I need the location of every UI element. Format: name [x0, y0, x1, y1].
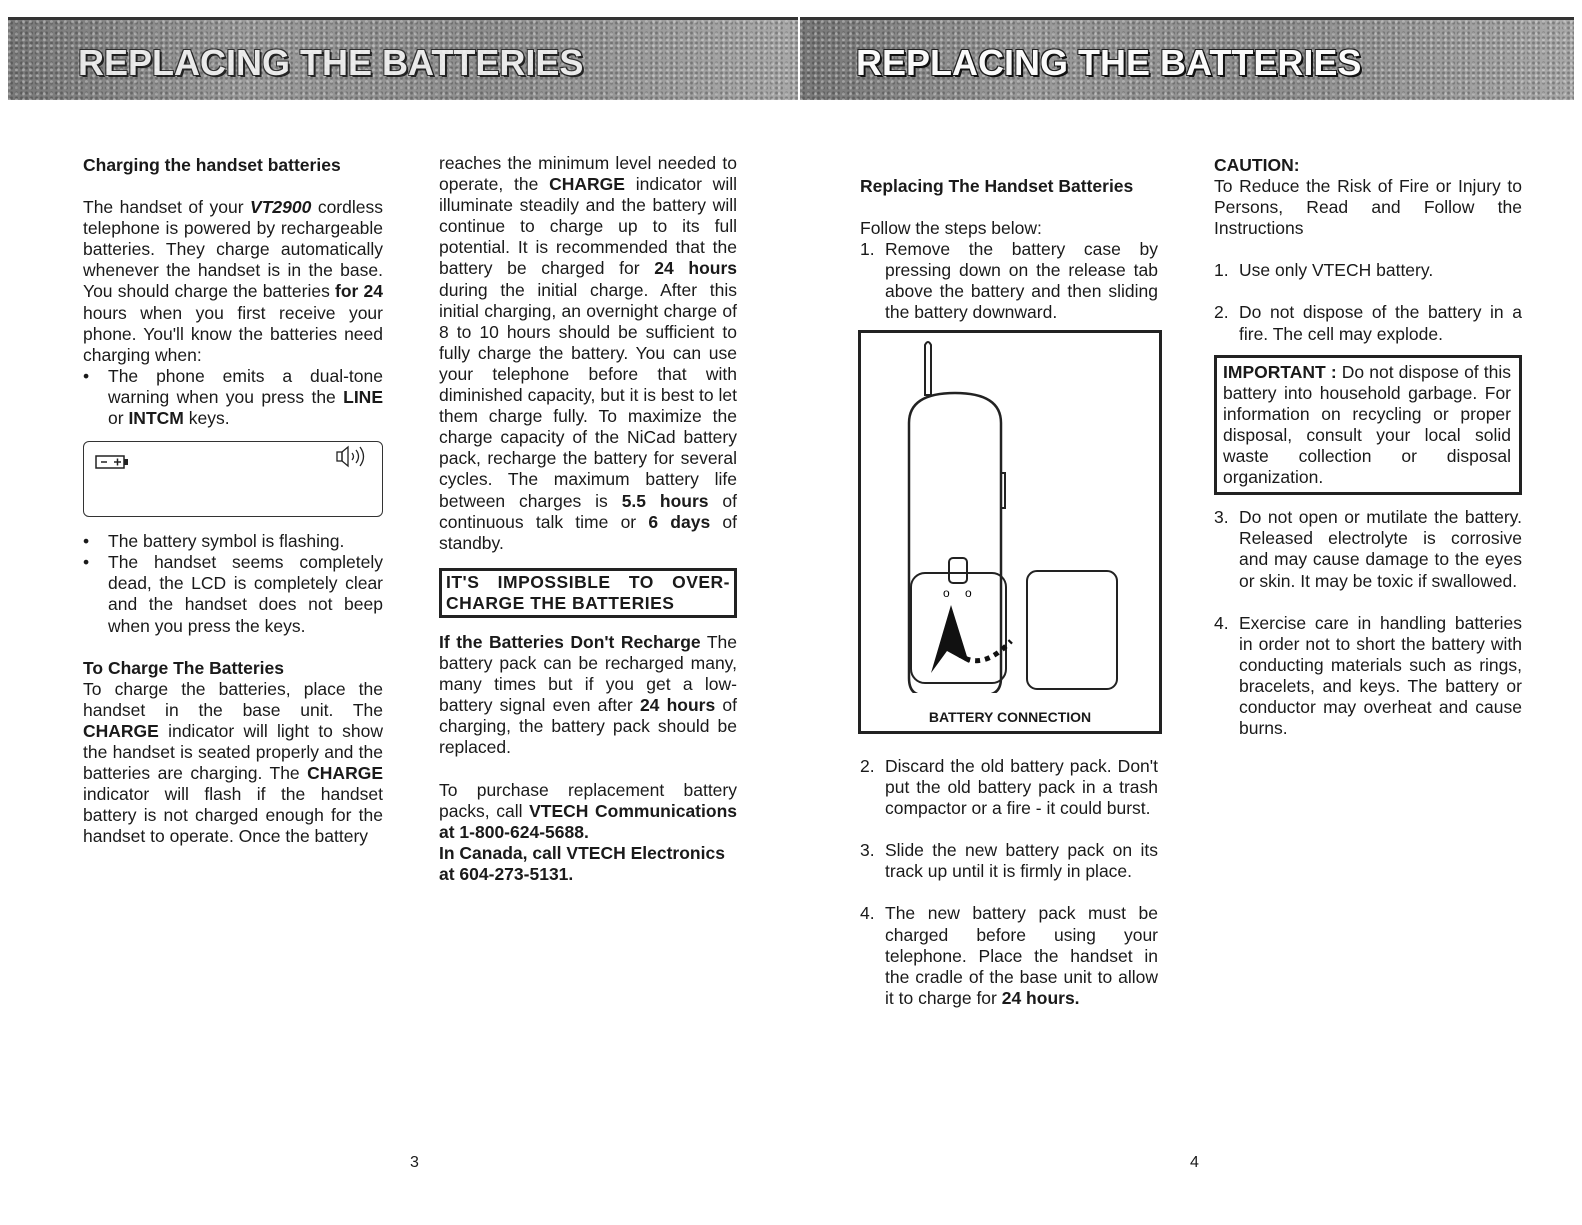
- list-item: 1. Remove the battery case by pressing down on the release tab above the battery and then sliding the battery downward.: [860, 239, 1158, 323]
- charging-intro: The handset of your VT2900 cordless telephone is powered by rechargeable batteries. They charge automatically whenever the handset is in the base. You should charge the batteries for 24 hours when you first receive your phone. You'll know the batteries need charging when:: [83, 197, 383, 365]
- to-charge-text: To charge the batteries, place the handset in the base unit. The CHARGE indicator will light to show the handset is seated properly and the batteries are charging. The CHARGE indicator will flash if the handset battery is not charged enough for the handset to operate. Once the battery: [83, 678, 383, 847]
- list-item: • The handset seems completely dead, the LCD is completely clear and the handset does not beep when you press the keys.: [83, 552, 383, 636]
- canada-contact: In Canada, call VTECH Electronics at 604-273-5131.: [439, 842, 725, 884]
- lcd-display-illustration: [83, 441, 383, 517]
- page-title-left: REPLACING THE BATTERIES: [78, 42, 584, 83]
- column-3: [860, 176, 1158, 324]
- charging-heading: Charging the handset batteries: [83, 155, 341, 175]
- page-title-right: REPLACING THE BATTERIES: [856, 42, 1362, 83]
- column-3-steps: [860, 756, 1158, 1009]
- column-2: [439, 153, 737, 885]
- list-item: 4. Exercise care in handling batteries in order not to short the battery with conducting materials such as rings, bracelets, and keys. The battery or conductor may overheat and cause burns.: [1214, 612, 1522, 739]
- handset-battery-illustration: [861, 333, 1159, 693]
- battery-connection-figure: [858, 330, 1162, 734]
- column-1: [83, 155, 383, 847]
- overcharge-line-2: CHARGE THE BATTERIES: [446, 592, 675, 613]
- overcharge-notice-box: [439, 568, 737, 618]
- figure-caption: BATTERY CONNECTION: [928, 709, 1092, 725]
- list-item: 3. Slide the new battery pack on its track up until it is firmly in place.: [860, 840, 1158, 882]
- header-banner-left: [8, 17, 798, 100]
- to-charge-heading: To Charge The Batteries: [83, 657, 284, 678]
- overcharge-line-1: IT'S IMPOSSIBLE TO OVER-: [446, 571, 730, 592]
- svg-text:o: o: [965, 586, 972, 600]
- important-notice-box: IMPORTANT : Do not dispose of this battery into household garbage. For information on recycling or proper disposal, consult your local solid waste collection or disposal organization.: [1214, 355, 1522, 496]
- column-4: [1214, 155, 1522, 739]
- caution-heading: CAUTION:: [1214, 155, 1300, 175]
- list-item: 4. The new battery pack must be charged before using your telephone. Place the handset in the cradle of the base unit to allow it to charge for 24 hours.: [860, 903, 1158, 1008]
- list-item: • The phone emits a dual-tone warning when you press the LINE or INTCM keys.: [83, 365, 383, 429]
- speaker-icon: [334, 444, 374, 470]
- purchase-paragraph: To purchase replacement battery packs, call VTECH Communications at 1-800-624-5688.: [439, 779, 737, 842]
- page-number-right: 4: [1190, 1154, 1199, 1171]
- caution-text: To Reduce the Risk of Fire or Injury to Persons, Read and Follow the Instructions: [1214, 176, 1522, 239]
- svg-text:o: o: [943, 586, 950, 600]
- list-item: 2. Discard the old battery pack. Don't put the old battery pack in a trash compactor or a fire - it could burst.: [860, 756, 1158, 819]
- list-item: 1. Use only VTECH battery.: [1214, 260, 1434, 281]
- list-item: 3. Do not open or mutilate the battery. Released electrolyte is corrosive and may cause damage to the eyes or skin. It may be toxic if swallowed.: [1214, 507, 1522, 591]
- list-item: 2. Do not dispose of the battery in a fire. The cell may explode.: [1214, 302, 1522, 344]
- charging-continued: reaches the minimum level needed to operate, the CHARGE indicator will illuminate steadily and the battery will continue to charge up to its full potential. It is recommended that the battery be charged for 24 hours during the initial charge. After this initial charging, an overnight charge of 8 to 10 hours should be sufficient to fully charge the battery. You can use your telephone before that with diminished capacity, but it is best to let them charge fully. To maximize the charge capacity of the NiCad battery pack, recharge the battery for several cycles. The maximum battery life between charges is 5.5 hours of continuous talk time or 6 days of standby.: [439, 153, 737, 553]
- page-number-left: 3: [410, 1154, 419, 1171]
- follow-steps: Follow the steps below:: [860, 218, 1042, 239]
- recharge-paragraph: If the Batteries Don't Recharge The battery pack can be recharged many, many times but if you get a low-battery signal even after 24 hours of charging, the battery pack should be replaced.: [439, 631, 737, 758]
- battery-icon: [94, 452, 134, 472]
- replacing-heading: Replacing The Handset Batteries: [860, 176, 1134, 196]
- list-item: • The battery symbol is flashing.: [83, 531, 345, 552]
- header-banner-right: [800, 17, 1574, 100]
